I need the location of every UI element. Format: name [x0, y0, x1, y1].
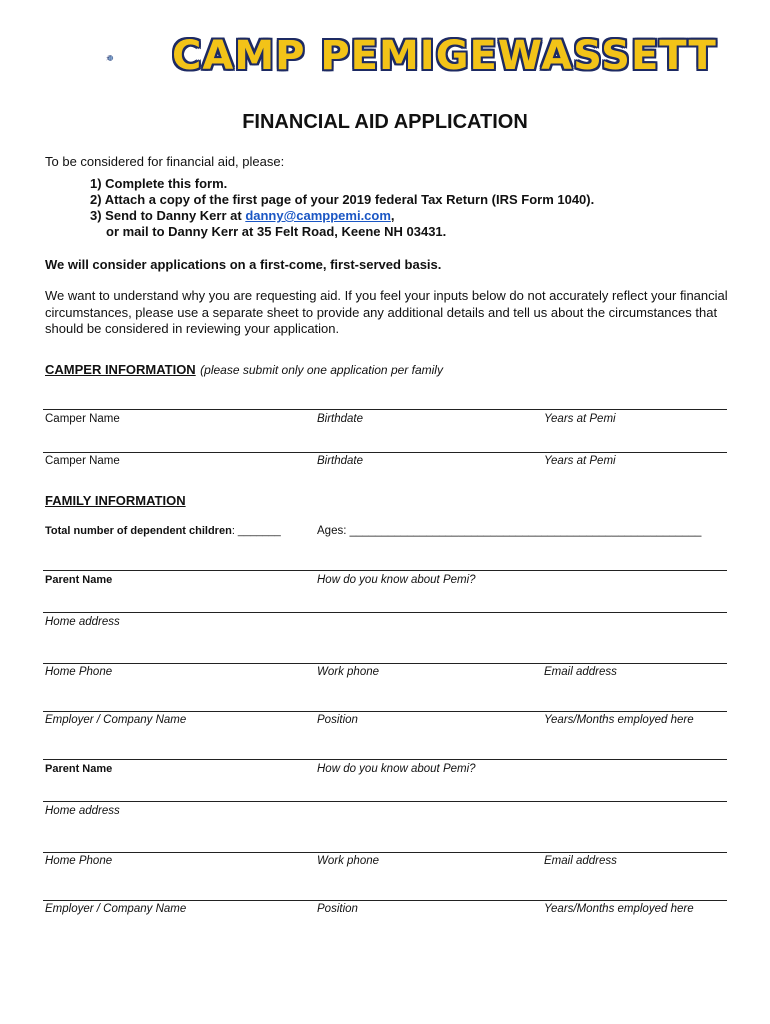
parent-2-phone-line[interactable]: [43, 852, 727, 853]
camper-section-header: [45, 361, 443, 379]
step-3-suffix: ,: [390, 208, 395, 223]
camper-1-years-label: Years at Pemi: [544, 413, 616, 425]
parent-2-address-line[interactable]: [43, 801, 727, 802]
step-1: 1) Complete this form.: [90, 176, 228, 191]
parent-1-how-know-label: How do you know about Pemi?: [317, 574, 476, 586]
camp-logo-text: CAMP PEMIGEWASSETT: [172, 33, 717, 79]
parent-2-employed-label: Years/Months employed here: [544, 903, 694, 915]
parent-2-name-label: Parent Name: [45, 763, 113, 775]
step-2: 2) Attach a copy of the first page of your 2019 federal Tax Return (IRS Form 1040).: [90, 192, 595, 207]
parent-2-line[interactable]: [43, 759, 727, 760]
family-heading: FAMILY INFORMATION: [45, 493, 186, 508]
camper-1-birthdate-label: Birthdate: [317, 413, 364, 425]
page-title: FINANCIAL AID APPLICATION: [242, 111, 528, 133]
camper-2-name-label: Camper Name: [45, 455, 120, 467]
first-come-notice: We will consider applications on a first-come, first-served basis.: [45, 257, 442, 272]
parent-1-home-phone-label: Home Phone: [45, 666, 113, 678]
step-3-mail: or mail to Danny Kerr at 35 Felt Road, Keene NH 03431.: [106, 224, 447, 239]
parent-2-employer-line[interactable]: [43, 900, 727, 901]
camper-1-line[interactable]: [43, 409, 727, 410]
camper-heading: CAMPER INFORMATION: [45, 362, 196, 377]
parent-1-employed-label: Years/Months employed here: [544, 714, 694, 726]
parent-2-address-label: Home address: [45, 805, 120, 817]
camper-2-line[interactable]: [43, 452, 727, 453]
ages-field[interactable]: Ages: _______________________________________________________: [317, 525, 702, 537]
parent-2-employer-label: Employer / Company Name: [45, 903, 187, 915]
parent-1-phone-line[interactable]: [43, 663, 727, 664]
step-3: [90, 208, 395, 224]
email-link[interactable]: danny@camppemi.com: [245, 208, 391, 223]
parent-2-work-phone-label: Work phone: [317, 855, 380, 867]
parent-2-how-know-label: How do you know about Pemi?: [317, 763, 476, 775]
parent-2-position-label: Position: [317, 903, 358, 915]
parent-1-email-label: Email address: [544, 666, 617, 678]
parent-1-line[interactable]: [43, 570, 727, 571]
parent-1-employer-line[interactable]: [43, 711, 727, 712]
camper-2-birthdate-label: Birthdate: [317, 455, 364, 467]
children-label: Total number of dependent children: [45, 525, 232, 537]
parent-1-address-line[interactable]: [43, 612, 727, 613]
camper-1-name-label: Camper Name: [45, 413, 120, 425]
parent-1-employer-label: Employer / Company Name: [45, 714, 187, 726]
parent-1-position-label: Position: [317, 714, 358, 726]
camper-note: (please submit only one application per family: [200, 363, 443, 377]
parent-2-home-phone-label: Home Phone: [45, 855, 113, 867]
parent-1-work-phone-label: Work phone: [317, 666, 380, 678]
step-3-prefix: 3) Send to Danny Kerr at: [90, 208, 246, 223]
parent-1-address-label: Home address: [45, 616, 120, 628]
camper-2-years-label: Years at Pemi: [544, 455, 616, 467]
parent-2-email-label: Email address: [544, 855, 617, 867]
explanation-paragraph: We want to understand why you are requesting aid. If you feel your inputs below do not accurately reflect your financial circumstances, please use a separate sheet to provide any additional details and tell us about the circumstances that should be considered in reviewing your application.: [45, 288, 728, 336]
intro-text: To be considered for financial aid, please:: [45, 154, 285, 169]
camp-logo: [106, 30, 172, 86]
parent-1-name-label: Parent Name: [45, 574, 113, 586]
children-count-field[interactable]: [45, 525, 281, 537]
children-blank: : _______: [231, 525, 281, 537]
